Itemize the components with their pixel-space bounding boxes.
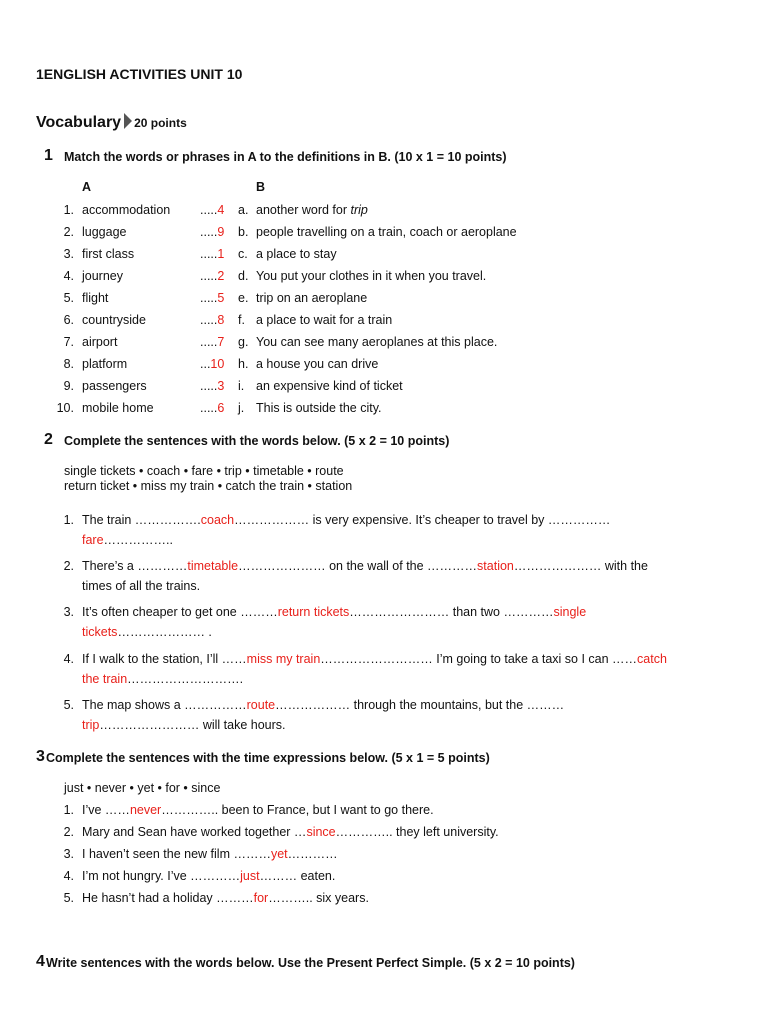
- answer-text: tickets: [82, 625, 118, 639]
- definition-letter: c.: [238, 247, 248, 261]
- answer-text: since: [306, 825, 336, 839]
- exercise-1-number: 1: [44, 147, 53, 164]
- answer-text: for: [253, 891, 269, 905]
- answer-value: 8: [217, 313, 225, 327]
- sentence-line-2: [82, 531, 173, 550]
- item-number: 3.: [63, 847, 74, 861]
- sentence-text: I haven’t seen the new film ………: [82, 847, 271, 861]
- definition-text: trip on an aeroplane: [256, 291, 368, 305]
- answer-text: yet: [270, 847, 288, 861]
- answer-value: 1: [217, 247, 225, 261]
- term-a: passengers: [82, 379, 147, 393]
- item-number: 4.: [63, 652, 74, 666]
- answer-dots: .....: [200, 335, 218, 349]
- definition-letter: b.: [238, 225, 249, 239]
- definition-b: [256, 357, 378, 371]
- answer: [200, 335, 224, 349]
- definition-letter: e.: [238, 291, 249, 305]
- answer: [200, 203, 224, 217]
- term-a: flight: [82, 291, 109, 305]
- sentence-line-2: [82, 623, 212, 642]
- sentence-line: [82, 889, 369, 908]
- sentence-line-1: [82, 603, 586, 622]
- answer-text: catch: [637, 652, 667, 666]
- sentence-line: [82, 823, 499, 842]
- sentence-line-1: [82, 511, 610, 530]
- sentence-text: ………………… .: [117, 625, 212, 639]
- answer-text: just: [240, 869, 260, 883]
- answer-text: coach: [200, 513, 235, 527]
- definition-text: a place to wait for a train: [256, 313, 393, 327]
- term-a: mobile home: [82, 401, 154, 415]
- term-a: accommodation: [82, 203, 171, 217]
- sentence-line-1: [82, 557, 648, 576]
- answer-dots: ...: [200, 357, 211, 371]
- definition-text: a house you can drive: [256, 357, 379, 371]
- answer-text: route: [246, 698, 276, 712]
- answer-text: return tickets: [277, 605, 350, 619]
- answer-text: the train: [82, 672, 128, 686]
- exercise-3-heading: Complete the sentences with the time expressions below. (5 x 1 = 5 points): [46, 751, 490, 765]
- answer-text: timetable: [187, 559, 239, 573]
- definition-text: people travelling on a train, coach or aeroplane: [256, 225, 517, 239]
- definition-text: This is outside the city.: [256, 401, 382, 415]
- sentence-line: [82, 867, 335, 886]
- item-number: 5.: [63, 698, 74, 712]
- definition-text: a place to stay: [256, 247, 337, 261]
- term-a: luggage: [82, 225, 127, 239]
- answer-dots: .....: [200, 291, 218, 305]
- answer-dots: .....: [200, 203, 218, 217]
- sentence-text: ……………………….: [127, 672, 244, 686]
- sentence-line: [82, 845, 338, 864]
- item-number: 4.: [63, 869, 74, 883]
- row-number: 8.: [63, 357, 74, 371]
- exercise-2-heading: Complete the sentences with the words below. (5 x 2 = 10 points): [64, 434, 450, 448]
- definition-b: [256, 291, 367, 305]
- row-number: 10.: [56, 401, 74, 415]
- sentence-line-1: [82, 696, 564, 715]
- row-number: 2.: [63, 225, 74, 239]
- term-a: airport: [82, 335, 118, 349]
- definition-letter: a.: [238, 203, 249, 217]
- sentence-text: I’m not hungry. I’ve …………: [82, 869, 241, 883]
- definition-italic: trip: [350, 203, 368, 217]
- row-number: 3.: [63, 247, 74, 261]
- definition-b: [256, 247, 337, 261]
- arrow-right-icon: [124, 113, 132, 129]
- answer-text: never: [129, 803, 162, 817]
- answer: [200, 225, 224, 239]
- sentence-text: There’s a …………: [82, 559, 188, 573]
- exercise-1-heading: Match the words or phrases in A to the definitions in B. (10 x 1 = 10 points): [64, 150, 507, 164]
- sentence-text: …………………… than two …………: [349, 605, 554, 619]
- word-bank-line-1: single tickets • coach • fare • trip • timetable • route: [64, 464, 344, 478]
- sentence-text: He hasn’t had a holiday ………: [82, 891, 254, 905]
- answer-dots: .....: [200, 379, 218, 393]
- sentence-text: times of all the trains.: [82, 579, 201, 593]
- answer-value: 2: [217, 269, 225, 283]
- sentence-text: ……… eaten.: [259, 869, 336, 883]
- term-a: first class: [82, 247, 135, 261]
- page-title: 1ENGLISH ACTIVITIES UNIT 10: [36, 66, 243, 82]
- vocabulary-label: Vocabulary: [36, 114, 122, 131]
- definition-text: an expensive kind of ticket: [256, 379, 403, 393]
- section-vocabulary: [36, 113, 187, 132]
- answer-dots: .....: [200, 225, 218, 239]
- sentence-text: If I walk to the station, I’ll ……: [82, 652, 247, 666]
- sentence-text: The train …………….: [82, 513, 201, 527]
- sentence-text: ………….. they left university.: [335, 825, 499, 839]
- word-bank: just • never • yet • for • since: [64, 781, 221, 795]
- sentence-text: ………………… on the wall of the …………: [238, 559, 478, 573]
- answer: [200, 313, 224, 327]
- answer-dots: .....: [200, 247, 218, 261]
- sentence-text: The map shows a ……………: [82, 698, 247, 712]
- exercise-4-heading: Write sentences with the words below. Use the Present Perfect Simple. (5 x 2 = 10 points): [46, 956, 575, 970]
- answer-dots: .....: [200, 269, 218, 283]
- row-number: 7.: [63, 335, 74, 349]
- item-number: 5.: [63, 891, 74, 905]
- answer: [200, 291, 224, 305]
- sentence-text: …………: [287, 847, 338, 861]
- term-a: journey: [82, 269, 123, 283]
- definition-letter: h.: [238, 357, 249, 371]
- item-number: 1.: [63, 803, 74, 817]
- term-a: countryside: [82, 313, 146, 327]
- answer-text: fare: [82, 533, 104, 547]
- exercise-4-number: 4: [36, 953, 45, 970]
- sentence-text: …………………… will take hours.: [99, 718, 286, 732]
- answer-dots: .....: [200, 401, 218, 415]
- definition-text: You can see many aeroplanes at this place.: [256, 335, 498, 349]
- answer: [200, 357, 224, 371]
- answer-text: station: [477, 559, 514, 573]
- definition-text: You put your clothes in it when you travel.: [256, 269, 487, 283]
- item-number: 2.: [63, 825, 74, 839]
- item-number: 2.: [63, 559, 74, 573]
- row-number: 6.: [63, 313, 74, 327]
- definition-letter: g.: [238, 335, 249, 349]
- sentence-text: ………………… with the: [513, 559, 648, 573]
- answer-value: 4: [217, 203, 225, 217]
- sentence-text: It’s often cheaper to get one ………: [82, 605, 278, 619]
- row-number: 4.: [63, 269, 74, 283]
- definition-b: [256, 401, 382, 415]
- sentence-text: ……………………… I’m going to take a taxi so I can ……: [320, 652, 638, 666]
- exercise-2-number: 2: [44, 431, 53, 448]
- sentence-line-2: [82, 577, 200, 596]
- definition-text: another word for: [256, 203, 351, 217]
- term-a: platform: [82, 357, 128, 371]
- definition-b: [256, 203, 368, 217]
- sentence-text: I’ve ……: [82, 803, 130, 817]
- definition-b: [256, 269, 486, 283]
- item-number: 1.: [63, 513, 74, 527]
- definition-letter: d.: [238, 269, 249, 283]
- column-b-header: B: [256, 180, 266, 194]
- sentence-line-2: [82, 716, 286, 735]
- answer-dots: .....: [200, 313, 218, 327]
- sentence-text: ……….. six years.: [268, 891, 369, 905]
- answer-value: 3: [217, 379, 225, 393]
- word-bank-line-2: return ticket • miss my train • catch the train • station: [64, 479, 353, 493]
- sentence-line-1: [82, 650, 667, 669]
- sentence-text: Mary and Sean have worked together …: [82, 825, 307, 839]
- definition-b: [256, 225, 517, 239]
- definition-b: [256, 335, 497, 349]
- answer-value: 9: [217, 225, 225, 239]
- definition-b: [256, 379, 403, 393]
- definition-letter: j.: [238, 401, 245, 415]
- answer: [200, 401, 224, 415]
- sentence-text: ……………..: [103, 533, 173, 547]
- answer: [200, 379, 224, 393]
- answer-value: 10: [210, 357, 225, 371]
- definition-letter: f.: [238, 313, 245, 327]
- sentence-text: ……………… is very expensive. It’s cheaper to travel by ……………: [234, 513, 611, 527]
- definition-b: [256, 313, 392, 327]
- item-number: 3.: [63, 605, 74, 619]
- answer-text: single: [553, 605, 587, 619]
- answer-text: trip: [82, 718, 100, 732]
- sentence-text: ……………… through the mountains, but the ………: [275, 698, 565, 712]
- answer: [200, 247, 224, 261]
- definition-letter: i.: [238, 379, 245, 393]
- answer: [200, 269, 224, 283]
- row-number: 5.: [63, 291, 74, 305]
- vocabulary-points: 20 points: [134, 116, 187, 130]
- column-a-header: A: [82, 180, 92, 194]
- sentence-line: [82, 801, 434, 820]
- answer-text: miss my train: [246, 652, 321, 666]
- row-number: 9.: [63, 379, 74, 393]
- exercise-3-number: 3: [36, 748, 45, 765]
- answer-value: 7: [217, 335, 225, 349]
- answer-value: 6: [217, 401, 225, 415]
- sentence-line-2: [82, 670, 243, 689]
- answer-value: 5: [217, 291, 225, 305]
- sentence-text: ………….. been to France, but I want to go there.: [161, 803, 434, 817]
- row-number: 1.: [63, 203, 74, 217]
